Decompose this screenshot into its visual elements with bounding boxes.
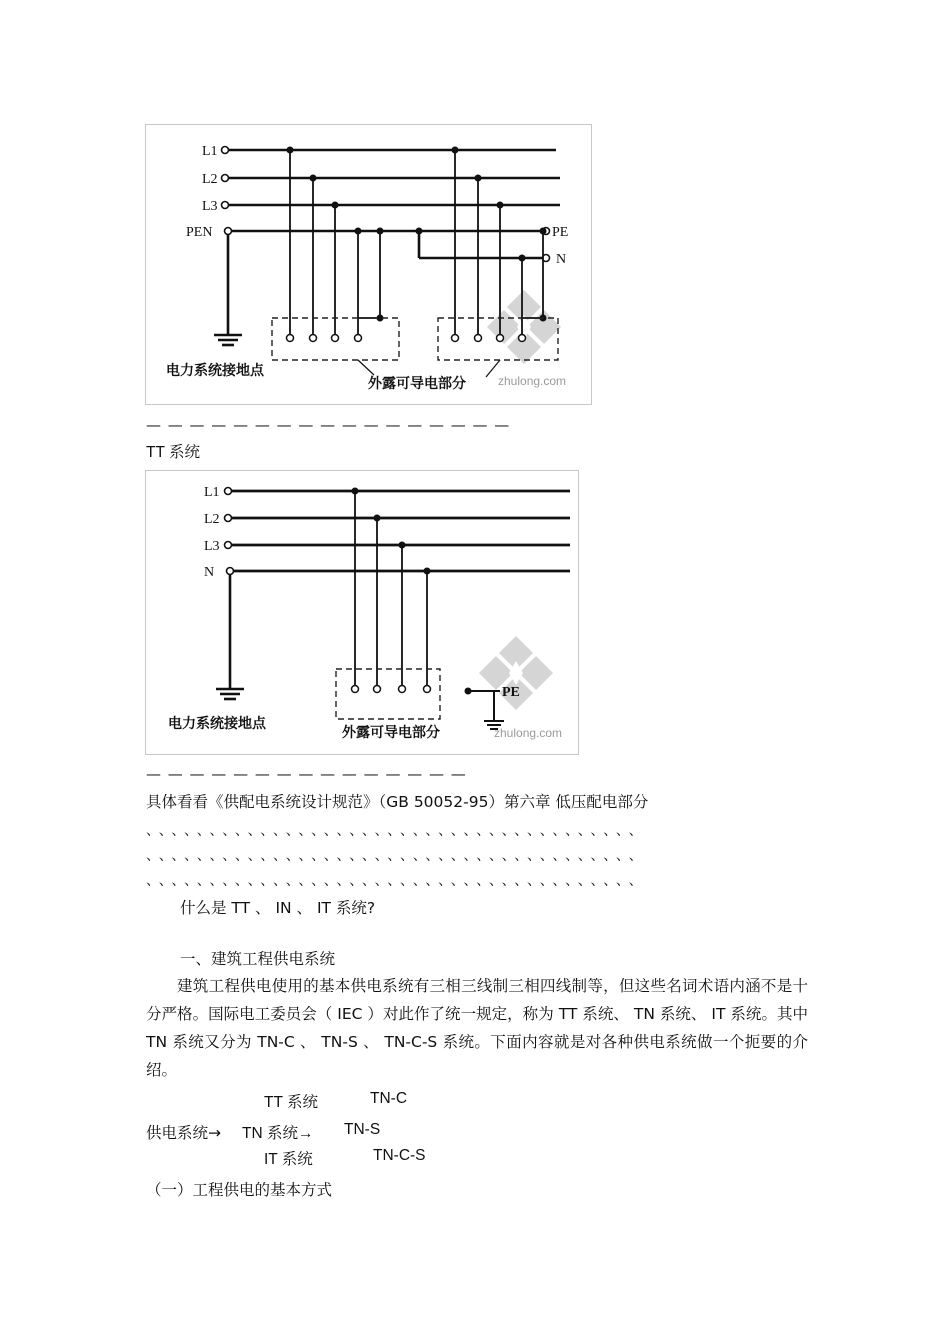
label-ground-point: 电力系统接地点: [168, 716, 266, 732]
label-exposed-parts: 外露可导电部分: [368, 376, 466, 392]
class-tn: TN 系统→: [242, 1125, 314, 1142]
tt-heading: TT 系统: [146, 444, 200, 461]
watermark-text: zhulong.com: [494, 726, 563, 740]
dots-row-1: 、、、、、、、、、、、、、、、、、、、、、、、、、、、、、、、、、、、、、、、: [146, 823, 649, 839]
label-l2: L2: [202, 172, 218, 187]
watermark-logo: [487, 290, 561, 364]
tt-system-diagram-svg: [146, 471, 578, 754]
label-pe: PE: [502, 685, 520, 700]
subsection-title: （一）工程供电的基本方式: [146, 1181, 333, 1199]
label-n: N: [204, 565, 215, 580]
class-root: 供电系统→: [146, 1124, 221, 1142]
label-pen: PEN: [186, 225, 213, 240]
intro-paragraph: 建筑工程供电使用的基本供电系统有三相三线制三相四线制等，但这些名词术语内涵不是十分严格。国际电工委员会（ IEC ）对此作了统一规定，称为 TT 系统、 TN 系统、 IT 系统。其中 TN 系统又分为 TN-C 、 TN-S 、 TN-C-S 系统。下面内容就是对各种供电系统做一个扼要的介绍。: [146, 977, 808, 1079]
label-exposed-parts: 外露可导电部分: [342, 725, 440, 741]
class-tn-c: TN-C: [370, 1090, 408, 1107]
label-l1: L1: [204, 485, 220, 500]
dots-row-3: 、、、、、、、、、、、、、、、、、、、、、、、、、、、、、、、、、、、、、、、: [146, 873, 649, 889]
label-pe: PE: [552, 225, 569, 240]
label-ground-point: 电力系统接地点: [166, 363, 264, 379]
label-l1: L1: [202, 144, 218, 159]
class-tn-c-s: TN-C-S: [373, 1147, 426, 1164]
class-tt: TT 系统: [264, 1094, 318, 1111]
tn-system-diagram-svg: [146, 125, 591, 404]
watermark-text: zhulong.com: [498, 374, 567, 388]
separator-1: — — — — — — — — — — — — — — — — —: [146, 416, 511, 434]
separator-2: — — — — — — — — — — — — — — —: [146, 765, 467, 783]
class-it: IT 系统: [264, 1151, 313, 1168]
class-tn-s: TN-S: [344, 1121, 381, 1138]
dots-row-2: 、、、、、、、、、、、、、、、、、、、、、、、、、、、、、、、、、、、、、、、: [146, 848, 649, 864]
reference-line: 具体看看《供配电系统设计规范》（GB 50052-95）第六章 低压配电部分: [146, 793, 649, 811]
label-l3: L3: [204, 539, 220, 554]
section-title: 一、建筑工程供电系统: [180, 950, 336, 968]
tt-system-diagram: [145, 470, 579, 755]
label-l3: L3: [202, 199, 218, 214]
question: 什么是 TT 、 IN 、 IT 系统?: [180, 899, 376, 917]
label-n: N: [556, 252, 567, 267]
tn-system-diagram: [145, 124, 592, 405]
label-l2: L2: [204, 512, 220, 527]
